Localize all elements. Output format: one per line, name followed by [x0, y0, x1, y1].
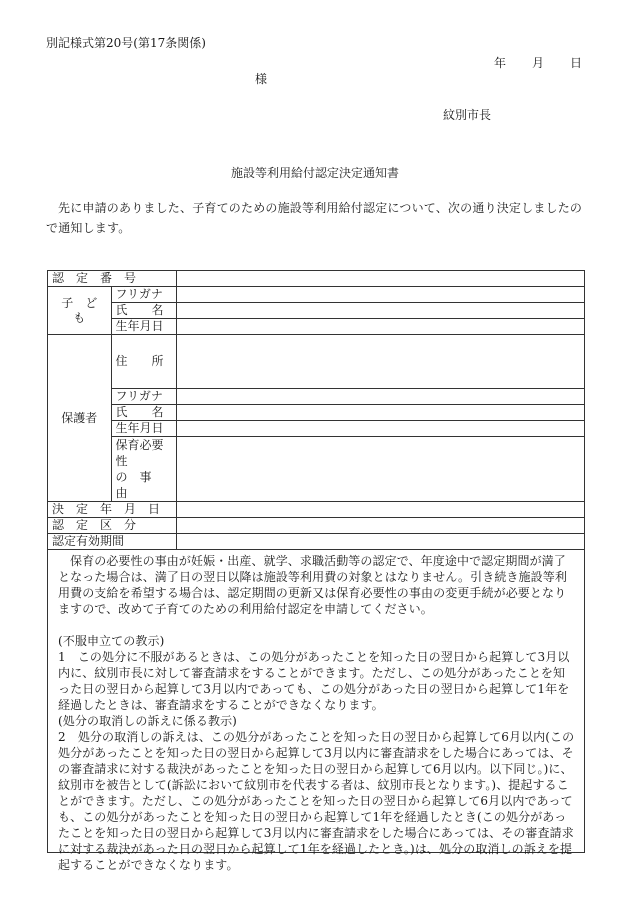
- row-cert-category: [48, 518, 584, 534]
- value-child-dob[interactable]: [176, 319, 584, 335]
- row-valid-period: [48, 534, 584, 550]
- value-guardian-address[interactable]: [176, 335, 584, 389]
- form-table: [48, 271, 584, 550]
- label-guardian-furigana: フリガナ: [111, 389, 176, 405]
- value-cert-category[interactable]: [176, 518, 584, 534]
- revocation-heading: (処分の取消しの訴えに係る教示): [58, 714, 237, 728]
- row-cert-number: [48, 271, 584, 287]
- label-child-group: 子 ど も: [48, 287, 111, 335]
- value-guardian-furigana[interactable]: [176, 389, 584, 405]
- need-reason-line-1: 保育必要性: [115, 438, 164, 468]
- row-guardian-dob: [48, 421, 584, 437]
- label-guardian-address: 住 所: [111, 335, 176, 389]
- need-reason-line-2: の 事 由: [115, 470, 164, 500]
- intro-text: 先に申請のありました、子育てのための施設等利用給付認定について、次の通り決定しましたので通知します。: [46, 201, 583, 235]
- appeal-text: 1 この処分に不服があるときは、この処分があったことを知った日の翌日から起算して3月以内に、紋別市長に対して審査請求をすることができます。ただし、この処分があったことを知った日の翌日から起算して3月以内であっても、この処分があった日の翌日から起算して1年を経過したときは、審査請求をすることができなくなります。: [58, 650, 570, 712]
- value-cert-number[interactable]: [176, 271, 584, 287]
- row-guardian-name: [48, 405, 584, 421]
- row-child-name: [48, 303, 584, 319]
- date-year: 年: [493, 56, 506, 70]
- label-cert-number: 認 定 番 号: [48, 271, 176, 287]
- row-child-furigana: [48, 287, 584, 303]
- addressee-suffix: 様: [255, 72, 268, 86]
- label-decision-date: 決 定 年 月 日: [48, 502, 176, 518]
- label-child-dob: 生年月日: [111, 319, 176, 335]
- form-number: 別記様式第20号(第17条関係): [46, 36, 206, 50]
- value-child-name[interactable]: [176, 303, 584, 319]
- label-guardian-dob: 生年月日: [111, 421, 176, 437]
- value-child-furigana[interactable]: [176, 287, 584, 303]
- value-decision-date[interactable]: [176, 502, 584, 518]
- row-child-dob: [48, 319, 584, 335]
- value-guardian-dob[interactable]: [176, 421, 584, 437]
- document-title: 施設等利用給付認定決定通知書: [230, 166, 399, 180]
- revocation-text: 2 処分の取消しの訴えは、この処分があったことを知った日の翌日から起算して6月以内(この処分があったことを知った日の翌日から起算して3月以内に審査請求をした場合にあっては、その審査請求に対する裁決があったことを知った日の翌日から起算して6月以内。以下同じ。)に、紋別市を被告として(訴訟において紋別市を代表する者は、紋別市長となります。)、提起することができます。ただし、この処分があったことを知った日の翌日から起算して6月以内であっても、この処分があったことを知った日の翌日から起算して1年を経過したとき(この処分があったことを知った日の翌日から起算して3月以内に審査請求をした場合にあっては、その審査請求に対する裁決があった日の翌日から起算して1年を経過したとき。)は、処分の取消しの訴えを提起することができなくなります。: [58, 730, 575, 872]
- label-guardian-group: 保護者: [48, 335, 111, 502]
- appeal-heading: (不服申立ての教示): [58, 634, 165, 648]
- notes-section: [48, 550, 584, 873]
- label-valid-period: 認定有効期間: [48, 534, 176, 550]
- value-need-reason[interactable]: [176, 437, 584, 502]
- notes-paragraph: 保育の必要性の事由が妊娠・出産、就学、求職活動等の認定で、年度途中で認定期間が満了となった場合は、満了日の翌日以降は施設等利用費の対象とはなりません。引き続き施設等利用費の支給を希望する場合は、認定期間の更新又は保育必要性の事由の変更手続が必要となりますので、改めて子育てのための利用給付認定を申請してください。: [58, 554, 567, 616]
- label-guardian-name: 氏 名: [111, 405, 176, 421]
- value-guardian-name[interactable]: [176, 405, 584, 421]
- label-need-reason: [111, 437, 176, 502]
- date-day: 日: [569, 56, 582, 70]
- value-valid-period[interactable]: [176, 534, 584, 550]
- row-guardian-furigana: [48, 389, 584, 405]
- label-child-name: 氏 名: [111, 303, 176, 319]
- row-decision-date: [48, 502, 584, 518]
- row-guardian-address: [48, 335, 584, 389]
- label-child-furigana: フリガナ: [111, 287, 176, 303]
- date-month: 月: [531, 56, 544, 70]
- certification-form: [47, 270, 585, 872]
- date-line: [494, 54, 582, 71]
- issuer: 紋別市長: [443, 108, 492, 122]
- label-cert-category: 認 定 区 分: [48, 518, 176, 534]
